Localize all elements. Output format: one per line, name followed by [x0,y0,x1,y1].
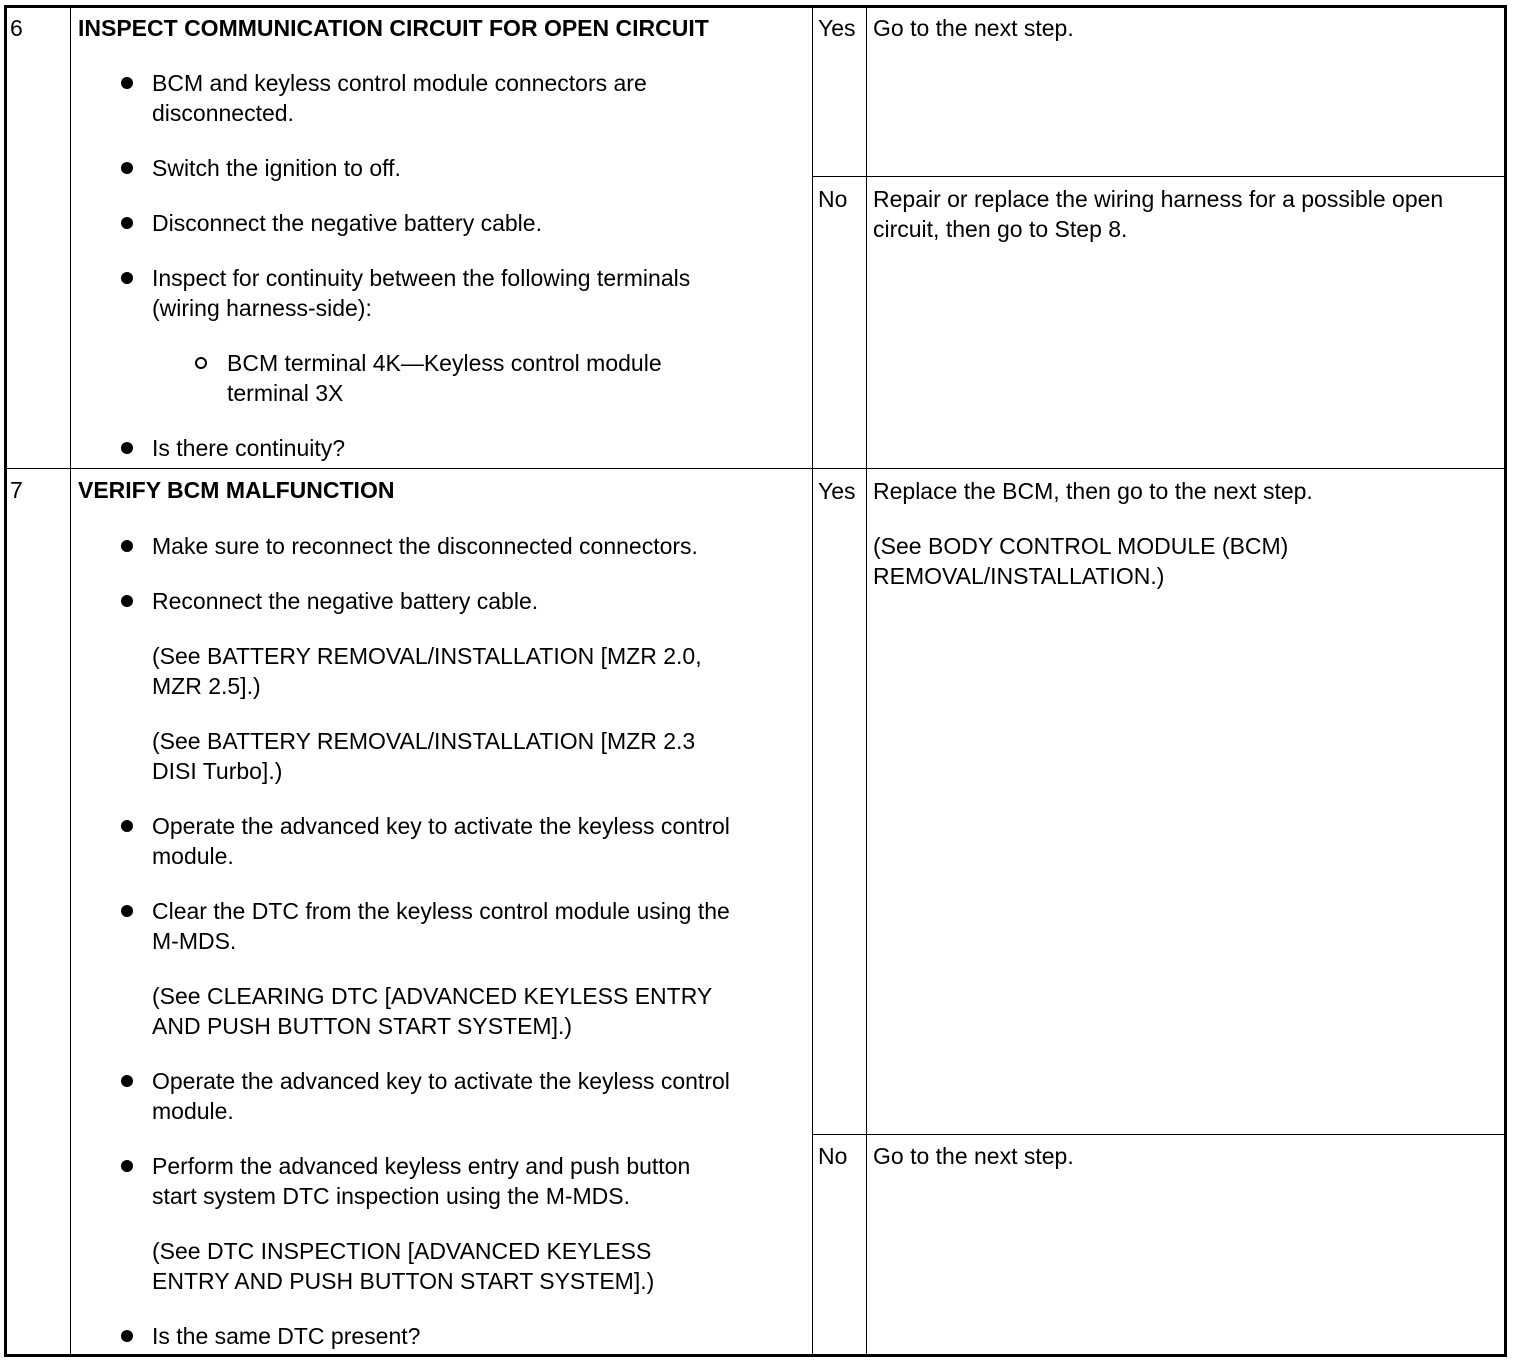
step-title: VERIFY BCM MALFUNCTION [78,477,395,503]
reference-note: (See BATTERY REMOVAL/INSTALLATION [MZR 2.3 [152,728,696,754]
step-item: Inspect for continuity between the following terminals [152,265,691,291]
bullet-icon [121,272,133,284]
step-title: INSPECT COMMUNICATION CIRCUIT FOR OPEN CIRCUIT [78,15,709,41]
step-item: Make sure to reconnect the disconnected connectors. [152,533,698,559]
bullet-icon [121,1330,133,1342]
sub-item: terminal 3X [227,380,344,406]
bullet-icon [121,820,133,832]
step-item: M-MDS. [152,928,237,954]
yes-reference: REMOVAL/INSTALLATION.) [873,563,1165,589]
step-item: Operate the advanced key to activate the keyless control [152,1068,730,1094]
bullet-icon [121,442,133,454]
bullet-icon [121,217,133,229]
bullet-icon [121,162,133,174]
step-question: Is there continuity? [152,435,346,461]
step-item: Disconnect the negative battery cable. [152,210,542,236]
step-item: Reconnect the negative battery cable. [152,588,539,614]
step-item: Perform the advanced keyless entry and push button [152,1153,691,1179]
bullet-icon [121,905,133,917]
column-divider [70,5,71,1357]
step-question: Is the same DTC present? [152,1323,421,1349]
result-divider [812,176,1507,177]
bullet-icon [121,77,133,89]
yes-label: Yes [818,478,856,504]
reference-note: AND PUSH BUTTON START SYSTEM].) [152,1013,573,1039]
yes-reference: (See BODY CONTROL MODULE (BCM) [873,533,1289,559]
reference-note: ENTRY AND PUSH BUTTON START SYSTEM].) [152,1268,655,1294]
step-number: 7 [10,477,23,503]
yes-label: Yes [818,15,856,41]
bullet-icon [121,1075,133,1087]
step-item: module. [152,1098,234,1124]
column-divider [812,5,813,1357]
no-label: No [818,186,848,212]
sub-bullet-icon [195,357,207,369]
no-action: Repair or replace the wiring harness for a possible open [873,186,1444,212]
step-item: Switch the ignition to off. [152,155,401,181]
reference-note: DISI Turbo].) [152,758,283,784]
step-item: module. [152,843,234,869]
bullet-icon [121,1160,133,1172]
step-item: Operate the advanced key to activate the keyless control [152,813,730,839]
reference-note: (See DTC INSPECTION [ADVANCED KEYLESS [152,1238,652,1264]
step-item: BCM and keyless control module connectors are [152,70,647,96]
step-item: start system DTC inspection using the M-MDS. [152,1183,631,1209]
yes-action: Replace the BCM, then go to the next step. [873,478,1313,504]
step-item: (wiring harness-side): [152,295,372,321]
no-label: No [818,1143,848,1169]
row-divider [4,468,1507,469]
step-item: disconnected. [152,100,294,126]
reference-note: (See CLEARING DTC [ADVANCED KEYLESS ENTRY [152,983,713,1009]
step-item: Clear the DTC from the keyless control module using the [152,898,730,924]
no-action: circuit, then go to Step 8. [873,216,1128,242]
bullet-icon [121,540,133,552]
yes-action: Go to the next step. [873,15,1074,41]
reference-note: MZR 2.5].) [152,673,261,699]
bullet-icon [121,595,133,607]
reference-note: (See BATTERY REMOVAL/INSTALLATION [MZR 2.0, [152,643,702,669]
sub-item: BCM terminal 4K—Keyless control module [227,350,662,376]
result-divider [812,1134,1507,1135]
column-divider [866,5,867,1357]
step-number: 6 [10,15,23,41]
no-action: Go to the next step. [873,1143,1074,1169]
